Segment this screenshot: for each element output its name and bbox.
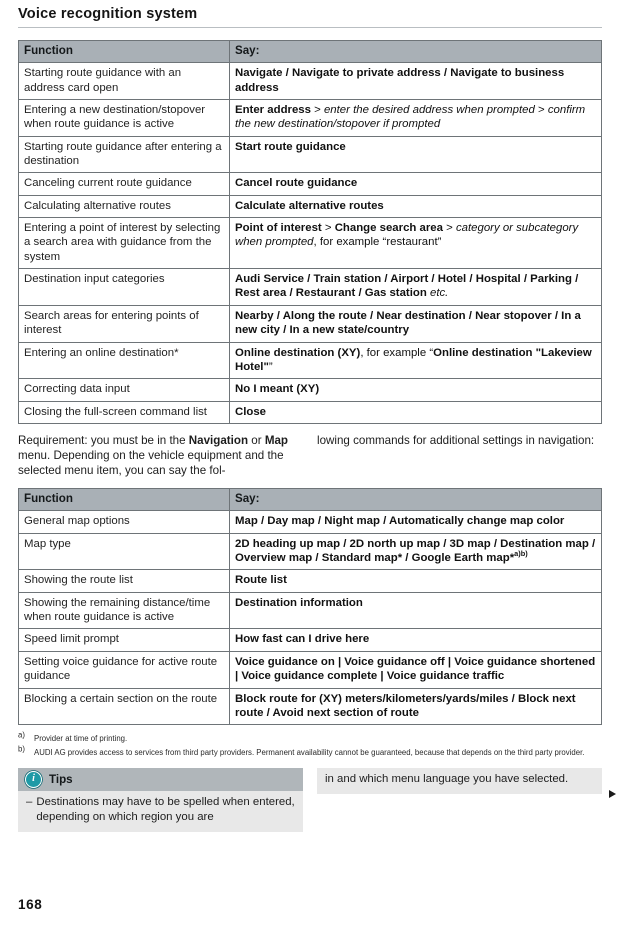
table-row	[19, 305, 602, 342]
column-header-say: Say:	[230, 41, 602, 63]
row-function: Calculating alternative routes	[19, 195, 230, 217]
tips-title: Tips	[49, 772, 73, 786]
table-row	[19, 379, 602, 401]
row-function: Entering a point of interest by selecting a search area with guidance from the system	[19, 218, 230, 269]
table-row	[19, 570, 602, 592]
table-row	[19, 195, 602, 217]
row-function: Showing the route list	[19, 570, 230, 592]
row-function: Map type	[19, 533, 230, 570]
row-say: Online destination (XY), for example “Online destination "Lakeview Hotel"”	[230, 342, 602, 379]
table-row	[19, 63, 602, 100]
row-function: Entering a new destination/stopover when route guidance is active	[19, 99, 230, 136]
intro-bold-map: Map	[264, 433, 288, 447]
footnote-b	[18, 743, 602, 758]
intro-text-2: or	[248, 433, 265, 447]
table-row	[19, 342, 602, 379]
list-item	[26, 795, 295, 825]
footnotes	[18, 730, 602, 758]
footnote-marker: a)	[18, 730, 25, 740]
row-function: Starting route guidance with an address card open	[19, 63, 230, 100]
table-row	[19, 401, 602, 423]
row-say: Navigate / Navigate to private address / Navigate to business address	[230, 63, 602, 100]
intro-right-column: lowing commands for additional settings in navigation:	[317, 433, 595, 447]
row-function: Destination input categories	[19, 269, 230, 306]
tips-column	[18, 768, 303, 832]
table-row	[19, 592, 602, 629]
intro-bold-navigation: Navigation	[188, 433, 249, 447]
column-header-say: Say:	[230, 489, 602, 511]
table-row	[19, 533, 602, 570]
footnote-a	[18, 730, 602, 744]
navigation-commands-body	[19, 63, 602, 424]
intro-paragraph	[18, 433, 602, 478]
tips-body	[18, 791, 303, 832]
row-say: Calculate alternative routes	[230, 195, 602, 217]
continuation-column	[317, 768, 602, 794]
row-function: Showing the remaining distance/time when route guidance is active	[19, 592, 230, 629]
tips-bullet-text: Destinations may have to be spelled when entered, depending on which region you are	[36, 795, 295, 823]
column-header-function: Function	[19, 41, 230, 63]
row-function: General map options	[19, 511, 230, 533]
row-say: Nearby / Along the route / Near destination / Near stopover / In a new city / In a new state/country	[230, 305, 602, 342]
tips-box	[18, 768, 303, 832]
row-say: Voice guidance on | Voice guidance off | Voice guidance shortened | Voice guidance complete | Voice guidance traffic	[230, 651, 602, 688]
table-row	[19, 651, 602, 688]
row-say: Map / Day map / Night map / Automatically change map color	[230, 511, 602, 533]
row-function: Setting voice guidance for active route guidance	[19, 651, 230, 688]
row-say: Audi Service / Train station / Airport / Hotel / Hospital / Parking / Rest area / Restaurant / Gas station etc.	[230, 269, 602, 306]
page-title: Voice recognition system	[18, 6, 198, 22]
info-icon: i	[25, 771, 42, 788]
table-row	[19, 173, 602, 195]
row-function: Search areas for entering points of interest	[19, 305, 230, 342]
row-say: Close	[230, 401, 602, 423]
title-divider	[18, 27, 602, 28]
footnote-text: Provider at time of printing.	[34, 734, 128, 744]
tips-continuation-box	[317, 768, 602, 794]
row-function: Correcting data input	[19, 379, 230, 401]
page-header	[18, 0, 602, 28]
row-say: Cancel route guidance	[230, 173, 602, 195]
footnote-marker: b)	[18, 743, 25, 753]
navigation-commands-table	[18, 40, 602, 424]
intro-text-3: menu. Depending on the vehicle equipment and the selected menu item, you can say the fol-	[18, 449, 284, 478]
footnote-text: AUDI AG provides access to services from third party providers. Permanent availability cannot be guaranteed, because that depends on the third party provider.	[34, 747, 585, 757]
table-row	[19, 99, 602, 136]
row-function: Speed limit prompt	[19, 629, 230, 651]
row-say: Block route for (XY) meters/kilometers/yards/miles / Block next route / Avoid next section of route	[230, 688, 602, 725]
row-say: No I meant (XY)	[230, 379, 602, 401]
footnote-ref-a: a)	[514, 549, 521, 559]
triangle-right-icon	[609, 790, 616, 798]
tips-continuation-text: in and which menu language you have selected.	[325, 772, 569, 785]
table-row	[19, 688, 602, 725]
table-row	[19, 629, 602, 651]
row-say: Enter address > enter the desired address when prompted > confirm the new destination/stopover if prompted	[230, 99, 602, 136]
row-function: Entering an online destination*	[19, 342, 230, 379]
table-row	[19, 269, 602, 306]
row-function: Canceling current route guidance	[19, 173, 230, 195]
map-commands-table	[18, 488, 602, 725]
table-header-row	[19, 41, 602, 63]
row-say: Destination information	[230, 592, 602, 629]
table-row	[19, 511, 602, 533]
page-number: 168	[18, 897, 43, 912]
table-header-row	[19, 489, 602, 511]
row-function: Starting route guidance after entering a destination	[19, 136, 230, 173]
notes-row	[18, 768, 602, 832]
row-say: Route list	[230, 570, 602, 592]
intro-text-1: Requirement: you must be in the	[18, 433, 189, 447]
map-commands-body	[19, 511, 602, 725]
row-say: How fast can I drive here	[230, 629, 602, 651]
row-function: Closing the full-screen command list	[19, 401, 230, 423]
row-say: Point of interest > Change search area > category or subcategory when prompted, for example “restaurant”	[230, 218, 602, 269]
row-say: Start route guidance	[230, 136, 602, 173]
row-function: Blocking a certain section on the route	[19, 688, 230, 725]
footnote-ref-b: b)	[520, 549, 528, 559]
row-say: 2D heading up map / 2D north up map / 3D map / Destination map / Overview map / Standard map* / Google Earth map*$^{a)b)}$	[230, 533, 602, 570]
table-row	[19, 218, 602, 269]
dash-marker: –	[26, 795, 33, 808]
table-row	[19, 136, 602, 173]
column-header-function: Function	[19, 489, 230, 511]
intro-left-column	[18, 433, 303, 478]
tips-header	[18, 768, 303, 791]
